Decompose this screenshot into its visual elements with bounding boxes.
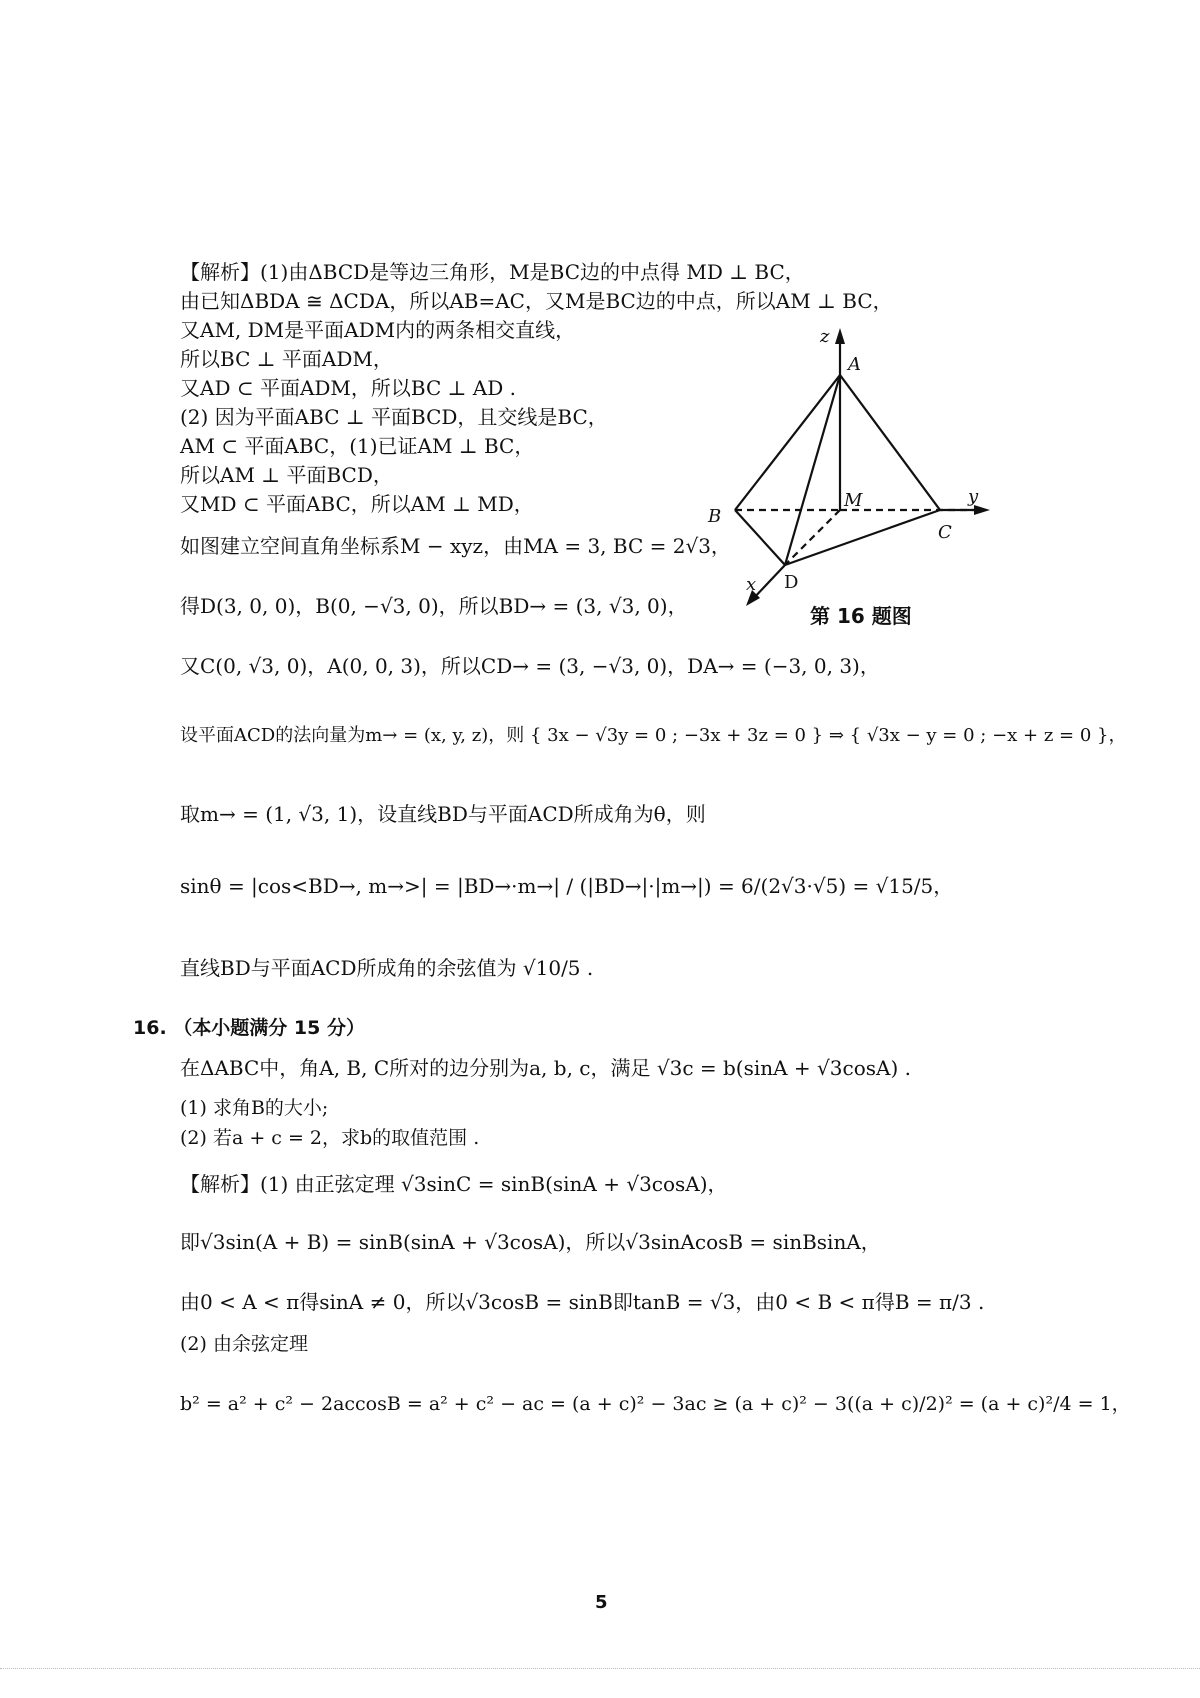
solution-line: 如图建立空间直角坐标系M − xyz，由MA = 3, BC = 2√3， [180,534,731,558]
solution-line: 直线BD与平面ACD所成角的余弦值为 √10/5 . [180,956,594,980]
label-d: D [784,572,799,593]
question-part: (1) 求角B的大小; [180,1097,329,1119]
solution-line: sinθ = |cos<BD→, m→>| = |BD→·m→| / (|BD→|·|m→|) = 6/(2√3·√5) = √15/5， [180,874,954,898]
solution-line: (2) 由余弦定理 [180,1333,308,1355]
solution-line: 【解析】(1) 由正弦定理 √3sinC = sinB(sinA + √3cosA)， [180,1172,728,1196]
solution-line: 所以AM ⊥ 平面BCD， [180,463,393,487]
solution-line: 又MD ⊂ 平面ABC，所以AM ⊥ MD， [180,492,534,516]
solution-line: 得D(3, 0, 0)，B(0, −√3, 0)，所以BD→ = (3, √3, 0)， [180,594,688,618]
solution-line: 即√3sin(A + B) = sinB(sinA + √3cosA)，所以√3sinAcosB = sinBsinA， [180,1230,881,1254]
solution-line: 由已知ΔBDA ≅ ΔCDA，所以AB=AC，又M是BC边的中点，所以AM ⊥ BC， [180,289,893,313]
label-z: z [820,326,830,347]
solution-line: 设平面ACD的法向量为m→ = (x, y, z)，则 { 3x − √3y = 0 ; −3x + 3z = 0 } ⇒ { √3x − y = 0 ; −x + z = 0 }， [180,725,1127,746]
label-b: B [708,506,722,527]
z-arrow [835,328,845,344]
figure-16 [700,320,1020,620]
solution-line: b² = a² + c² − 2accosB = a² + c² − ac = (a + c)² − 3ac ≥ (a + c)² − 3((a + c)/2)² = (a + c)²/4 = 1， [180,1393,1131,1415]
page-number: 5 [595,1592,608,1613]
solution-line: 又AD ⊂ 平面ADM，所以BC ⊥ AD . [180,376,516,400]
edge-ab [735,375,840,510]
edge-bd [735,510,785,565]
solution-line: 取m→ = (1, √3, 1)，设直线BD与平面ACD所成角为θ，则 [180,802,706,826]
label-y: y [968,486,979,507]
solution-line: 又C(0, √3, 0)，A(0, 0, 3)，所以CD→ = (3, −√3, 0)，DA→ = (−3, 0, 3)， [180,654,880,678]
question-stem: 在ΔABC中，角A, B, C所对的边分别为a, b, c，满足 √3c = b(sinA + √3cosA) . [180,1056,911,1080]
solution-line: 【解析】(1)由ΔBCD是等边三角形，M是BC边的中点得 MD ⊥ BC， [180,260,805,284]
x-axis-solid [752,565,785,600]
label-m: M [844,490,863,511]
solution-line: AM ⊂ 平面ABC，(1)已证AM ⊥ BC， [180,434,535,458]
solution-line: 所以BC ⊥ 平面ADM， [180,347,393,371]
question-heading: 16. （本小题满分 15 分） [133,1017,365,1039]
figure-caption: 第 16 题图 [810,604,912,628]
bottom-divider [0,1668,1200,1669]
label-c: C [938,522,952,543]
solution-line: (2) 因为平面ABC ⊥ 平面BCD，且交线是BC， [180,405,608,429]
solution-line: 由0 < A < π得sinA ≠ 0，所以√3cosB = sinB即tanB = √3，由0 < B < π得B = π/3 . [180,1290,985,1314]
label-a: A [848,354,861,375]
solution-line: 又AM, DM是平面ADM内的两条相交直线， [180,318,576,342]
question-part: (2) 若a + c = 2，求b的取值范围 . [180,1127,480,1149]
label-x: x [746,574,757,595]
edge-cd [785,510,940,565]
